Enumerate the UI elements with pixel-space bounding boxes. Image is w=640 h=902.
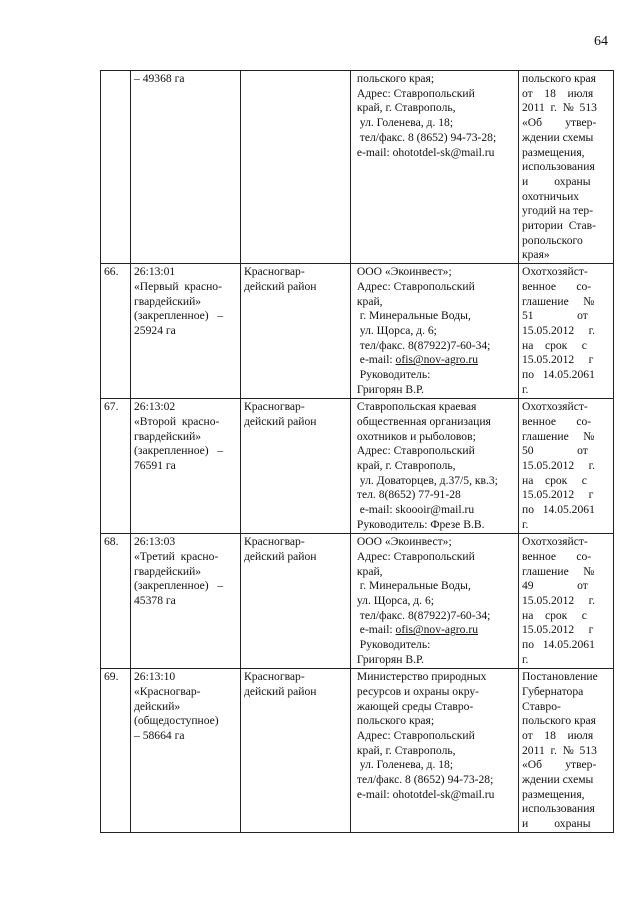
document-cell: польского края от 18 июля 2011 г. № 513 «Об утвер- ждении схемы размещения, использования и охраны охотничьих угодий на тер- ритории Став- ропольского края» (519, 71, 614, 264)
user-cell: Ставропольская краевая общественная организация охотников и рыболовов; Адрес: Ставропольский край, г. Ставрополь, ул. Доваторцев, д.37/5, кв.3; тел. 8(8652) 77-91-28 e-mail: skoooir@mail.ru Руководитель: Фрезе В.В. (351, 399, 519, 534)
hunting-ground-cell: 26:13:02 «Второй красно- гвардейский» (закрепленное) – 76591 га (131, 399, 241, 534)
hunting-grounds-table (100, 70, 614, 833)
user-text: ООО «Экоинвест»; Адрес: Ставропольский край, г. Минеральные Воды, ул. Щорса, д. 6; тел/факс. 8(87922)7-60-34; e-mail: (356, 535, 491, 637)
table-row (101, 669, 614, 833)
district-cell: Красногвар- дейский район (241, 669, 351, 833)
table-row (101, 71, 614, 264)
page-number: 64 (594, 34, 608, 49)
district-cell: Красногвар- дейский район (241, 399, 351, 534)
table-row (101, 264, 614, 399)
district-cell: Красногвар- дейский район (241, 264, 351, 399)
district-cell: Красногвар- дейский район (241, 534, 351, 669)
user-cell (351, 534, 519, 669)
hunting-ground-cell: 26:13:03 «Третий красно- гвардейский» (закрепленное) – 45378 га (131, 534, 241, 669)
user-text: ООО «Экоинвест»; Адрес: Ставропольский край, г. Минеральные Воды, ул. Щорса, д. 6; тел/факс. 8(87922)7-60-34; e-mail: (356, 265, 491, 367)
hunting-ground-cell: – 49368 га (131, 71, 241, 264)
user-cell (351, 264, 519, 399)
email-link[interactable]: ofis@nov-agro.ru (395, 353, 479, 367)
row-number (101, 71, 131, 264)
row-number: 66. (101, 264, 131, 399)
row-number: 69. (101, 669, 131, 833)
table-row (101, 399, 614, 534)
document-cell: Охотхозяйст- венное со- глашение № 51 от 15.05.2012 г. на срок с 15.05.2012 г по 14.05.2061 г. (519, 264, 614, 399)
row-number: 68. (101, 534, 131, 669)
user-cell: польского края; Адрес: Ставропольский край, г. Ставрополь, ул. Голенева, д. 18; тел/факс. 8 (8652) 94-73-28; e-mail: ohototdel-sk@mail.ru (351, 71, 519, 264)
hunting-ground-cell: 26:13:10 «Красногвар- дейский» (общедоступное) – 58664 га (131, 669, 241, 833)
row-number: 67. (101, 399, 131, 534)
district-cell (241, 71, 351, 264)
table-row (101, 534, 614, 669)
user-text-tail: Руководитель: Григорян В.Р. (356, 638, 431, 666)
user-text-tail: Руководитель: Григорян В.Р. (356, 368, 431, 396)
user-cell: Министерство природных ресурсов и охраны окру- жающей среды Ставро- польского края; Адрес: Ставропольский край, г. Ставрополь, ул. Голенева, д. 18; тел/факс. 8 (8652) 94-73-28; e-mail: ohototdel-sk@mail.ru (351, 669, 519, 833)
document-cell: Постановление Губернатора Ставро- польского края от 18 июля 2011 г. № 513 «Об утвер- ждении схемы размещения, использования и охраны (519, 669, 614, 833)
email-link[interactable]: ofis@nov-agro.ru (395, 623, 479, 637)
hunting-ground-cell: 26:13:01 «Первый красно- гвардейский» (закрепленное) – 25924 га (131, 264, 241, 399)
document-cell: Охотхозяйст- венное со- глашение № 50 от 15.05.2012 г. на срок с 15.05.2012 г по 14.05.2061 г. (519, 399, 614, 534)
document-cell: Охотхозяйст- венное со- глашение № 49 от 15.05.2012 г. на срок с 15.05.2012 г по 14.05.2061 г. (519, 534, 614, 669)
